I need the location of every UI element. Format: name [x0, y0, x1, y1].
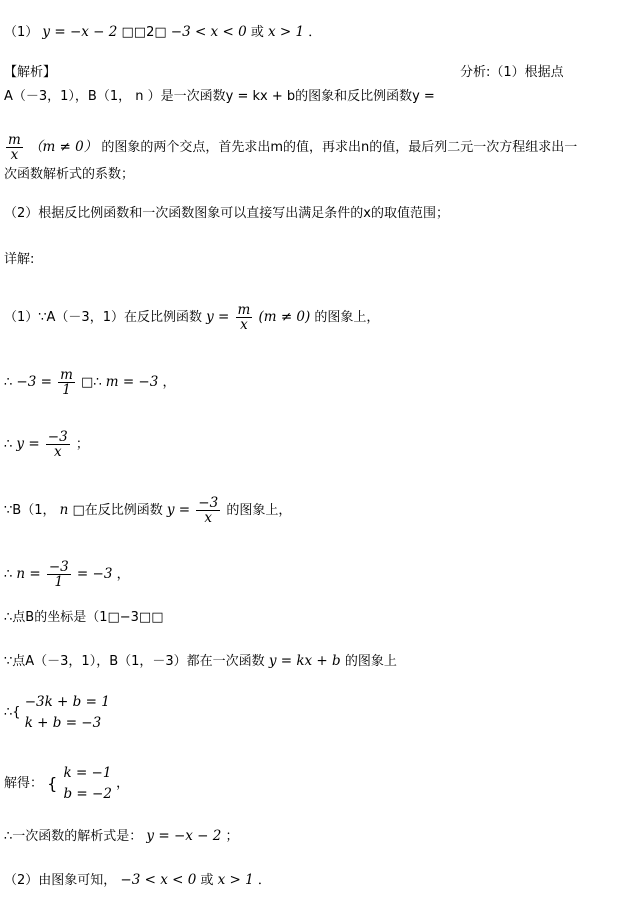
step-4-post: 的图象上， — [226, 503, 292, 518]
step-11-expr1: −3 < x < 0 — [120, 872, 197, 888]
step-4-pre: ∵B（1， — [4, 503, 56, 518]
step-2-rhs: m = −3 — [105, 374, 159, 390]
step-5-fraction: $\frac{-3}{1}$ — [48, 559, 69, 590]
step-10-post: ； — [225, 829, 239, 844]
step-8 — [4, 692, 110, 734]
analysis-line-1: A（－3，1），B（1， n ）是一次函数y = kx + b的图象和反比例函数y = — [4, 89, 435, 104]
step-4-n: n — [59, 502, 69, 518]
fraction-m-over-x: $\frac{m}{x}$ — [8, 132, 21, 163]
step-8-system — [25, 692, 110, 734]
step-11-expr2: x > 1 — [217, 872, 254, 888]
step-7-pre: ∵点A（－3，1），B（1，－3）都在一次函数 — [4, 654, 265, 669]
step-8-row-2: k + b = −3 — [24, 715, 102, 731]
answer-or: 或 — [250, 25, 264, 40]
step-3-pre: ∴ — [4, 437, 13, 452]
step-4 — [4, 496, 291, 525]
step-4-y: y = — [166, 502, 191, 518]
step-10-expr: y = −x − 2 — [146, 828, 222, 844]
step-9-row-1: k = −1 — [63, 765, 112, 781]
analysis-line-3: 次函数解析式的系数； — [4, 167, 135, 182]
step-7-expr: y = kx + b — [268, 653, 341, 669]
step-7 — [4, 653, 397, 670]
answer-garbled: □□2□ — [121, 25, 171, 40]
step-5-rhs: = −3 — [76, 566, 113, 582]
step-11-post: ． — [257, 873, 271, 888]
step-3-post: ； — [75, 437, 89, 452]
step-1-pre: （1）∵A（－3，1）在反比例函数 — [4, 310, 202, 325]
step-9-post: ， — [116, 776, 130, 791]
step-9 — [4, 763, 129, 805]
step-10 — [4, 828, 239, 845]
step-2 — [4, 368, 176, 397]
step-2-post: ， — [162, 375, 176, 390]
step-3-fraction: $\frac{-3}{x}$ — [47, 429, 68, 460]
answer-prefix: （1） — [4, 25, 39, 40]
step-1 — [4, 303, 379, 332]
step-9-system — [63, 763, 111, 805]
step-3-y: y = — [16, 436, 40, 452]
step-3 — [4, 430, 89, 459]
step-2-fraction: $\frac{m}{1}$ — [60, 367, 73, 398]
answer-expr1: y = −x − 2 — [42, 24, 118, 40]
step-4-mid: □在反比例函数 — [72, 503, 163, 518]
step-5-post: ， — [116, 567, 130, 582]
analysis-line-4: （2）根据反比例函数和一次函数图象可以直接写出满足条件的x的取值范围； — [4, 206, 449, 221]
answer-expr2: −3 < x < 0 — [170, 24, 247, 40]
step-9-brace: { — [47, 774, 58, 793]
detail-label: 详解: — [4, 252, 35, 267]
step-5-lhs: n = — [16, 566, 41, 582]
analysis-cond: （m ≠ 0） — [28, 139, 98, 155]
analysis-right: 分析:（1）根据点 — [460, 65, 564, 80]
step-5-pre: ∴ — [4, 567, 13, 582]
step-7-post: 的图象上 — [344, 654, 397, 669]
step-5 — [4, 560, 130, 589]
step-1-y: y = — [206, 309, 230, 325]
step-4-fraction: $\frac{-3}{x}$ — [198, 495, 219, 526]
step-11-pre: （2）由图象可知， — [4, 873, 117, 888]
answer-line — [4, 24, 321, 41]
analysis-line-2 — [4, 133, 577, 162]
answer-expr3: x > 1 — [267, 24, 305, 40]
step-1-post: 的图象上， — [314, 310, 380, 325]
step-6: ∴点B的坐标是（1□−3□□ — [4, 610, 164, 625]
step-2-mid: □∴ — [81, 375, 102, 390]
step-2-pre: ∴ — [4, 375, 13, 390]
step-11-or: 或 — [200, 873, 214, 888]
step-8-row-1: −3k + b = 1 — [24, 694, 110, 710]
step-11 — [4, 872, 271, 889]
step-2-lhs: −3 = — [16, 374, 52, 390]
answer-end: ． — [308, 25, 322, 40]
step-10-pre: ∴一次函数的解析式是： — [4, 829, 143, 844]
analysis-line-2-text: 的图象的两个交点，首先求出m的值，再求出n的值，最后列二元一次方程组求出一 — [101, 140, 578, 155]
step-1-cond: (m ≠ 0) — [258, 309, 311, 325]
step-8-brace: ∴{ — [4, 705, 21, 720]
analysis-label: 【解析】 — [4, 65, 57, 80]
step-9-row-2: b = −2 — [63, 786, 112, 802]
step-1-fraction: $\frac{m}{x}$ — [237, 302, 251, 333]
step-9-pre: 解得： — [4, 776, 44, 791]
